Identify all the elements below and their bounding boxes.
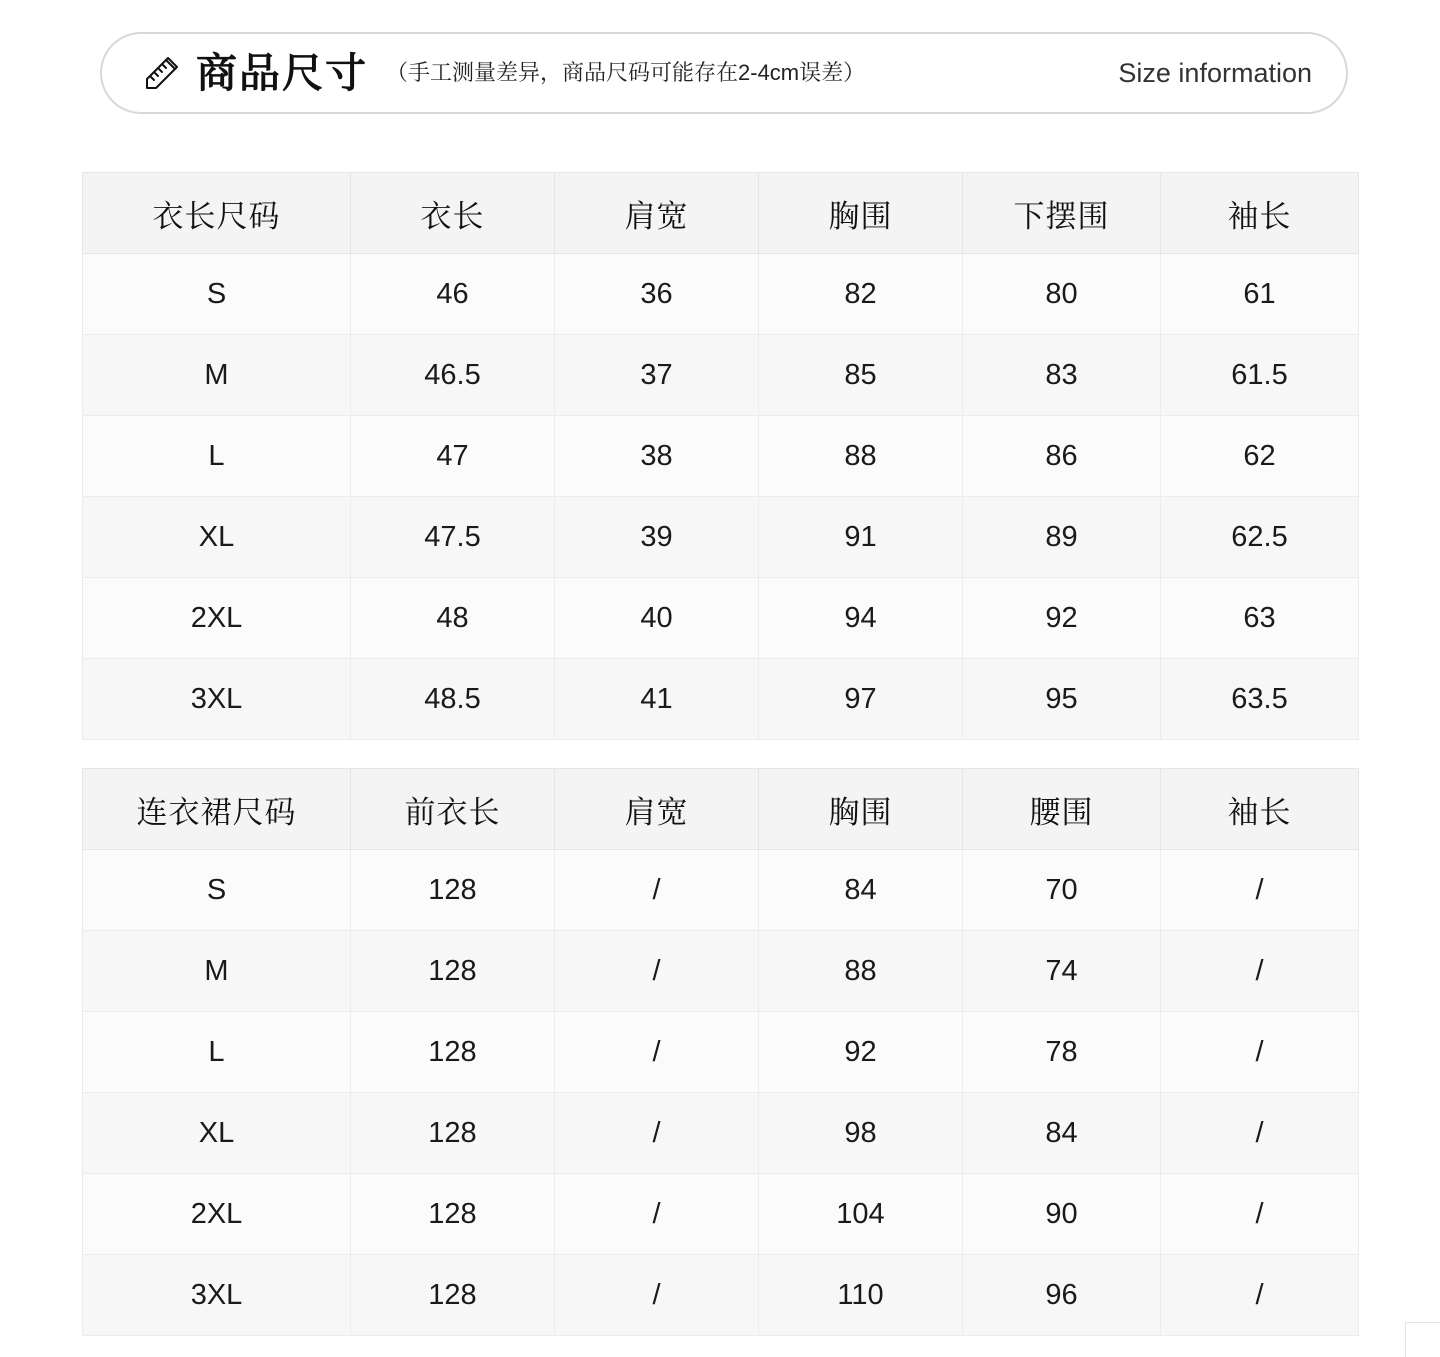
column-header-waist: 腰围 [963, 769, 1161, 850]
table-row [83, 254, 1359, 335]
cell-front-length: 128 [351, 850, 555, 931]
cell-size: L [83, 1012, 351, 1093]
column-header-length: 衣长 [351, 173, 555, 254]
cell-shoulder: / [555, 1174, 759, 1255]
cell-bust: 88 [759, 416, 963, 497]
cell-length: 46.5 [351, 335, 555, 416]
column-header-size: 连衣裙尺码 [83, 769, 351, 850]
cell-hem: 83 [963, 335, 1161, 416]
cell-bust: 97 [759, 659, 963, 740]
cell-length: 47.5 [351, 497, 555, 578]
cell-waist: 78 [963, 1012, 1161, 1093]
cell-size: 3XL [83, 1255, 351, 1336]
cell-shoulder: / [555, 1012, 759, 1093]
column-header-bust: 胸围 [759, 769, 963, 850]
top-size-table [82, 172, 1359, 740]
column-header-bust: 胸围 [759, 173, 963, 254]
cell-size: M [83, 335, 351, 416]
cell-sleeve: 61.5 [1161, 335, 1359, 416]
cell-sleeve: / [1161, 1012, 1359, 1093]
measurement-note: （手工测量差异，商品尺码可能存在2-4cm误差） [386, 60, 866, 85]
cell-shoulder: 38 [555, 416, 759, 497]
cell-shoulder: 41 [555, 659, 759, 740]
cell-sleeve: 62.5 [1161, 497, 1359, 578]
page-title: 商品尺寸 [196, 49, 368, 96]
cell-sleeve: 61 [1161, 254, 1359, 335]
cell-hem: 80 [963, 254, 1161, 335]
table-header-row [83, 173, 1359, 254]
cell-waist: 96 [963, 1255, 1161, 1336]
size-info-header [100, 32, 1348, 114]
cell-length: 48.5 [351, 659, 555, 740]
cell-shoulder: 39 [555, 497, 759, 578]
cell-front-length: 128 [351, 1255, 555, 1336]
table-row [83, 497, 1359, 578]
cell-length: 48 [351, 578, 555, 659]
cell-hem: 86 [963, 416, 1161, 497]
cell-waist: 74 [963, 931, 1161, 1012]
cell-length: 47 [351, 416, 555, 497]
cell-hem: 92 [963, 578, 1161, 659]
cell-bust: 84 [759, 850, 963, 931]
table-header-row [83, 769, 1359, 850]
cell-front-length: 128 [351, 931, 555, 1012]
table-row [83, 1255, 1359, 1336]
table-row [83, 578, 1359, 659]
column-header-shoulder: 肩宽 [555, 173, 759, 254]
table-row [83, 335, 1359, 416]
cell-shoulder: 40 [555, 578, 759, 659]
cell-bust: 92 [759, 1012, 963, 1093]
cell-bust: 94 [759, 578, 963, 659]
cell-size: M [83, 931, 351, 1012]
column-header-sleeve: 袖长 [1161, 769, 1359, 850]
ruler-icon [142, 53, 182, 93]
cell-shoulder: / [555, 931, 759, 1012]
page-title-en: Size information [1118, 57, 1312, 88]
cell-sleeve: / [1161, 1174, 1359, 1255]
cell-bust: 91 [759, 497, 963, 578]
cell-size: 2XL [83, 1174, 351, 1255]
cell-hem: 89 [963, 497, 1161, 578]
cell-shoulder: 37 [555, 335, 759, 416]
cell-sleeve: 63.5 [1161, 659, 1359, 740]
table-row [83, 931, 1359, 1012]
cell-size: S [83, 254, 351, 335]
cell-sleeve: 63 [1161, 578, 1359, 659]
table-row [83, 1174, 1359, 1255]
cell-sleeve: / [1161, 1093, 1359, 1174]
page-corner-fold [1405, 1322, 1440, 1357]
table-row [83, 1093, 1359, 1174]
table-row [83, 659, 1359, 740]
cell-bust: 82 [759, 254, 963, 335]
cell-length: 46 [351, 254, 555, 335]
cell-sleeve: / [1161, 850, 1359, 931]
cell-shoulder: 36 [555, 254, 759, 335]
cell-sleeve: 62 [1161, 416, 1359, 497]
cell-size: L [83, 416, 351, 497]
left-edge [0, 0, 30, 1357]
column-header-hem: 下摆围 [963, 173, 1161, 254]
column-header-shoulder: 肩宽 [555, 769, 759, 850]
table-row [83, 1012, 1359, 1093]
cell-bust: 88 [759, 931, 963, 1012]
dress-size-table [82, 768, 1359, 1336]
cell-size: 2XL [83, 578, 351, 659]
cell-bust: 98 [759, 1093, 963, 1174]
cell-size: XL [83, 497, 351, 578]
cell-waist: 90 [963, 1174, 1161, 1255]
column-header-front-length: 前衣长 [351, 769, 555, 850]
column-header-sleeve: 袖长 [1161, 173, 1359, 254]
cell-bust: 110 [759, 1255, 963, 1336]
column-header-size: 衣长尺码 [83, 173, 351, 254]
table-row [83, 850, 1359, 931]
cell-hem: 95 [963, 659, 1161, 740]
cell-size: S [83, 850, 351, 931]
cell-front-length: 128 [351, 1174, 555, 1255]
cell-shoulder: / [555, 850, 759, 931]
cell-shoulder: / [555, 1093, 759, 1174]
table-row [83, 416, 1359, 497]
cell-size: 3XL [83, 659, 351, 740]
cell-front-length: 128 [351, 1012, 555, 1093]
cell-front-length: 128 [351, 1093, 555, 1174]
cell-shoulder: / [555, 1255, 759, 1336]
cell-waist: 70 [963, 850, 1161, 931]
cell-bust: 85 [759, 335, 963, 416]
cell-waist: 84 [963, 1093, 1161, 1174]
cell-bust: 104 [759, 1174, 963, 1255]
cell-sleeve: / [1161, 931, 1359, 1012]
cell-size: XL [83, 1093, 351, 1174]
cell-sleeve: / [1161, 1255, 1359, 1336]
